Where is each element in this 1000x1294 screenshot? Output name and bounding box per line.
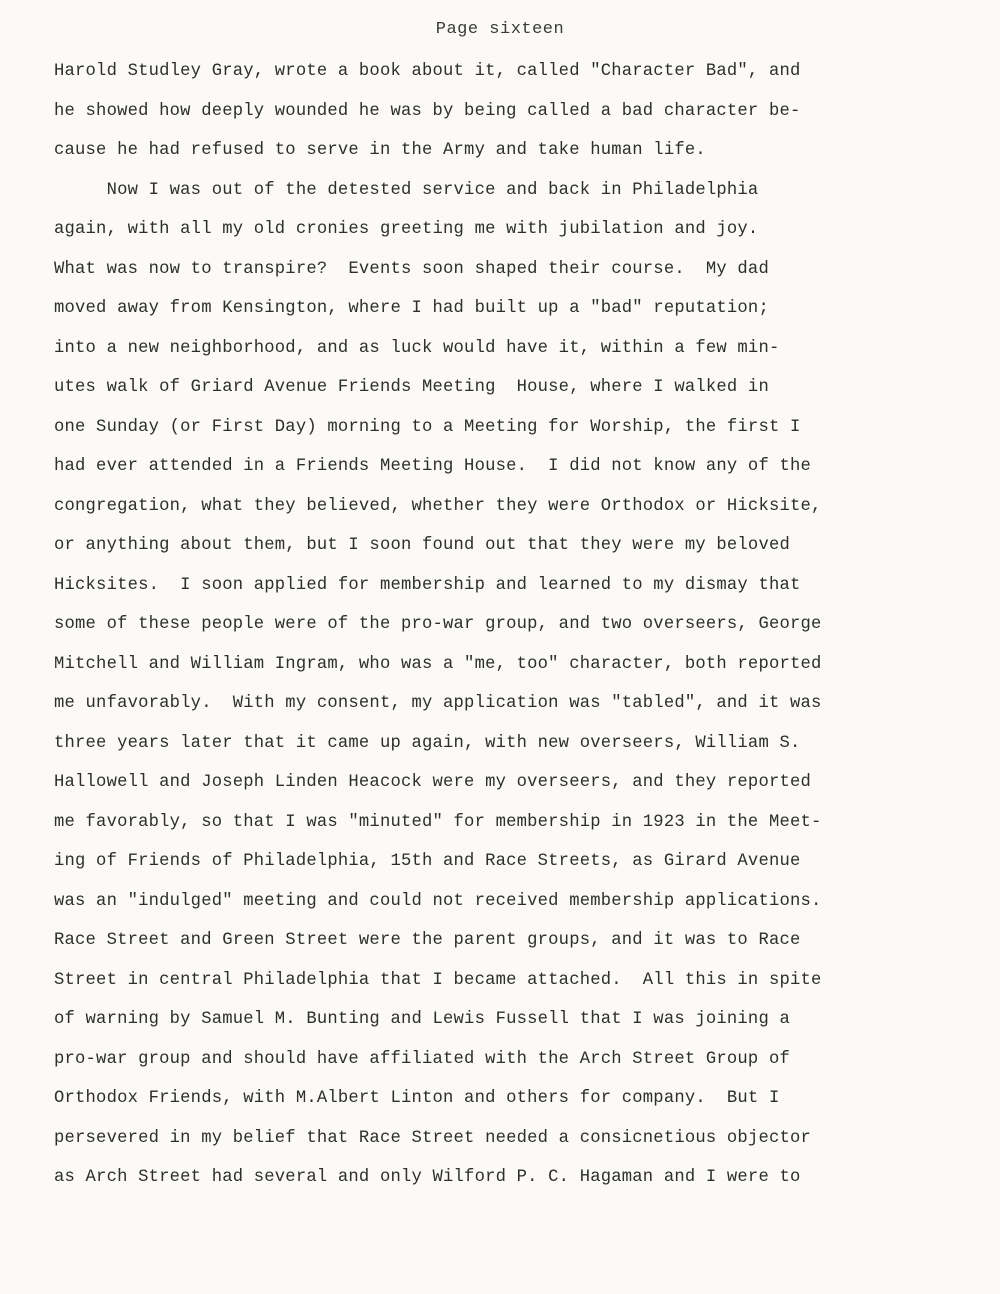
text-line: What was now to transpire? Events soon shaped their course. My dad (54, 259, 769, 279)
text-line: of warning by Samuel M. Bunting and Lewis Fussell that I was joining a (54, 1010, 790, 1029)
text-line: or anything about them, but I soon found out that they were my beloved (54, 536, 790, 555)
text-line: had ever attended in a Friends Meeting House. I did not know any of the (54, 457, 812, 476)
text-line: moved away from Kensington, where I had built up a "bad" reputation; (54, 299, 769, 318)
text-line: three years later that it came up again, with new overseers, William S. (54, 733, 801, 753)
text-line: Mitchell and William Ingram, who was a "me, too" character, both reported (54, 654, 822, 674)
page-header: Page sixteen (435, 20, 565, 39)
text-line: Now I was out of the detested service and back in Philadelphia (54, 180, 759, 200)
text-line: cause he had refused to serve in the Army and take human life. (54, 141, 706, 160)
text-line: me favorably, so that I was "minuted" for membership in 1923 in the Meet- (54, 812, 822, 832)
text-line: Hicksites. I soon applied for membership and learned to my dismay that (54, 575, 801, 595)
text-line: ing of Friends of Philadelphia, 15th and Race Streets, as Girard Avenue (54, 852, 801, 871)
text-line: Orthodox Friends, with M.Albert Linton and others for company. But I (54, 1089, 780, 1108)
text-line: again, with all my old cronies greeting me with jubilation and joy. (54, 220, 759, 239)
text-line: Street in central Philadelphia that I became attached. All this in spite (54, 970, 822, 990)
text-line: Hallowell and Joseph Linden Heacock were my overseers, and they reported (54, 773, 812, 792)
text-line: some of these people were of the pro-war group, and two overseers, George (54, 615, 822, 634)
text-line: was an "indulged" meeting and could not received membership applications. (54, 891, 822, 911)
text-line: me unfavorably. With my consent, my application was "tabled", and it was (54, 694, 822, 713)
text-line: pro-war group and should have affiliated with the Arch Street Group of (54, 1049, 790, 1069)
text-line: as Arch Street had several and only Wilford P. C. Hagaman and I were to (54, 1168, 801, 1187)
text-line: Harold Studley Gray, wrote a book about it, called "Character Bad", and (54, 62, 801, 81)
text-line: into a new neighborhood, and as luck would have it, within a few min- (54, 338, 780, 358)
text-line: Race Street and Green Street were the parent groups, and it was to Race (54, 931, 801, 950)
document-body (54, 52, 934, 1198)
text-line: he showed how deeply wounded he was by being called a bad character be- (54, 101, 801, 121)
text-line: utes walk of Griard Avenue Friends Meeting House, where I walked in (54, 378, 769, 397)
text-line: persevered in my belief that Race Street needed a consicnetious objector (54, 1128, 812, 1148)
text-line: one Sunday (or First Day) morning to a Meeting for Worship, the first I (54, 417, 801, 437)
text-line: congregation, what they believed, whether they were Orthodox or Hicksite, (54, 496, 822, 516)
